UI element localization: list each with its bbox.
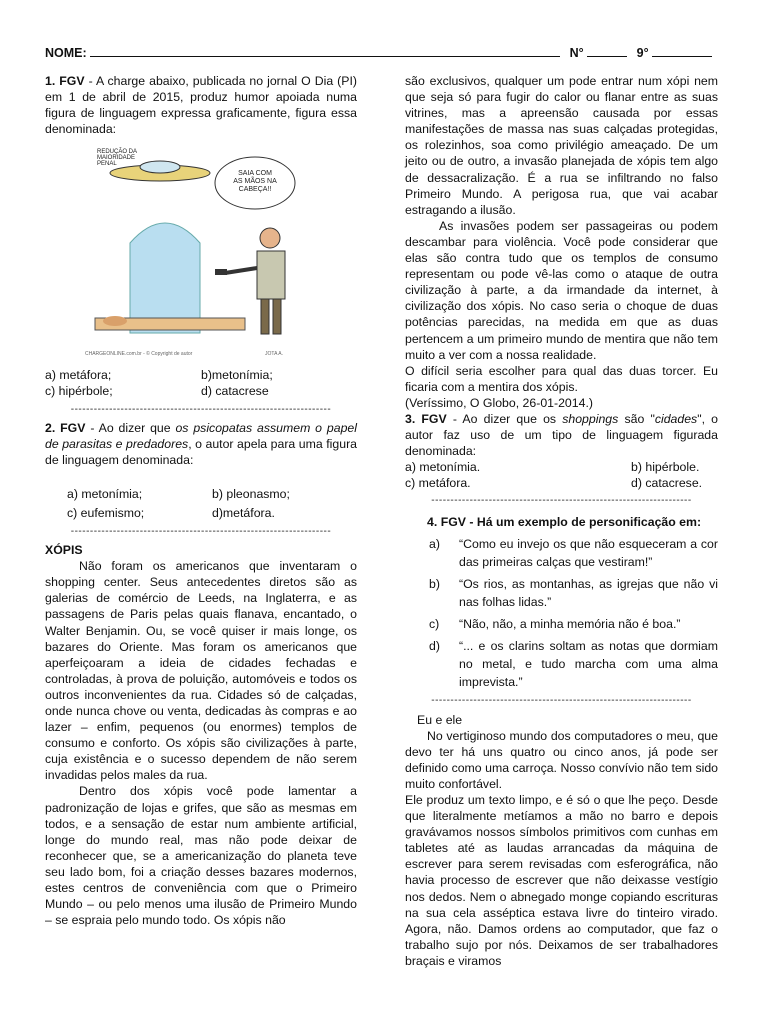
q4-options <box>429 535 718 691</box>
eu-e-ele-paragraph-1: No vertiginoso mundo dos computadores o meu, que devo ter há uns quatro ou cinco anos, já pode ser definido como uma carroça. Nosso convívio não tem sido muito confortável. <box>405 728 718 791</box>
q2-number: 2. <box>45 420 56 435</box>
q3-option-c[interactable]: c) metáfora. <box>405 476 471 491</box>
svg-text:CHARGEONLINE.com.br - © Copyri: CHARGEONLINE.com.br - © Copyright de autor <box>85 351 193 358</box>
q3-source: FGV <box>421 411 447 426</box>
nome-label: NOME: <box>45 46 87 60</box>
question-1 <box>45 73 357 137</box>
numero-label: N° <box>569 46 584 60</box>
nome-field[interactable] <box>90 44 560 57</box>
q1-option-d[interactable]: d) catacrese <box>201 384 269 399</box>
eu-e-ele-title: Eu e ele <box>417 712 463 727</box>
question-3 <box>405 411 718 459</box>
q3-option-a[interactable]: a) metonímia. <box>405 460 481 475</box>
q4-option-d-text: “... e os clarins soltam as notas que dormiam no metal, e tudo marcha com uma alma imprevista.” <box>459 638 718 689</box>
q3-options <box>405 459 718 491</box>
xopis-source: (Veríssimo, O Globo, 26-01-2014.) <box>405 395 593 410</box>
q4-text: - Há um exemplo de personificação em: <box>465 515 702 530</box>
q2-option-a[interactable]: a) metonímia; <box>67 486 143 501</box>
eu-e-ele-paragraph-2: Ele produz um texto limpo, e é só o que lhe peço. Desde que literalmente metíamos a mão no barro e depois gravávamos nossos símbolos primitivos com cunhas em tabletes até as laudas arrancadas da máquina de escrever para serem revisadas com esferográfica, não havia processo de escrever que não deixasse vestígio nos dedos. Nem o abnegado monge copiando escrituras na sua cela asséptica estava livre do tinteiro virado. Agora, não. Damos ordens ao computador, que faz o trabalho sujo por nós. Deixamos de ser trabalhadores braçais e viramos <box>405 793 718 968</box>
separator: -------------------------------------------------------------------- <box>431 495 692 507</box>
xopis-paragraph-2: Dentro dos xópis você pode lamentar a padronização de lojas e grifes, que são as mesmas em todos, e a sensação de estar num ambiente artificial, longe do mundo real, mas não pode deixar de reconhecer que, se a americanização do planeta teve seu lado bom, foi a criação desses bazares modernos, estes centros de conveniência com que o Primeiro Mundo – ou pelo menos uma ilusão de Primeiro Mundo – se espraia pelo mundo todo. Os xópis não <box>45 784 357 928</box>
student-header <box>45 44 725 64</box>
q1-option-b[interactable]: b)metonímia; <box>201 368 273 383</box>
xopis-paragraph-2-continued: são exclusivos, qualquer um pode entrar num xópi nem que seja só para fugir do calor ou flanar entre as suas vitrines, mas a apreensão causada por essas manifestações de massa nas suas calçadas protegidas, os rolezinhos, soa como privilégio ameaçado. De um jeito ou de outro, a invasão planejada de xópis tem algo de dessacralização. É a rua se infiltrando no falso Primeiro Mundo. A perigosa rua, que vai acabar estragando a ilusão. <box>405 74 718 217</box>
q4-option-c-text: “Não, não, a minha memória não é boa.” <box>459 616 681 631</box>
numero-field[interactable] <box>587 44 627 57</box>
q4-option-b[interactable] <box>429 575 718 611</box>
q4-option-b-text: “Os rios, as montanhas, as igrejas que não vi nas folhas lidas.” <box>459 576 718 609</box>
q2-text-after: , o autor apela para uma figura de linguagem denominada: <box>45 436 358 467</box>
q1-option-c[interactable]: c) hipérbole; <box>45 384 113 399</box>
q1-option-a[interactable]: a) metáfora; <box>45 368 112 383</box>
q3-text-after: ", o autor faz uso de um tipo de linguagem figurada denominada: <box>405 411 718 459</box>
separator: -------------------------------------------------------------------- <box>70 526 332 538</box>
q3-text-mid: são " <box>618 411 655 426</box>
right-column <box>405 73 718 969</box>
q2-text-italic: os psicopatas assumem o papel de parasitas e predadores <box>45 420 357 451</box>
question-4 <box>427 514 718 530</box>
q2-option-b[interactable]: b) pleonasmo; <box>212 486 290 501</box>
q3-text-italic-1: shoppings <box>562 411 619 426</box>
q2-text-before: - Ao dizer que <box>85 420 176 435</box>
q4-option-c-label: c) <box>429 616 440 631</box>
question-2 <box>45 420 357 468</box>
q3-text-before: - Ao dizer que os <box>446 411 563 426</box>
serie-label: 9° <box>636 46 649 60</box>
q4-option-a[interactable] <box>429 535 718 571</box>
q4-source: FGV <box>440 515 466 530</box>
xopis-paragraph-3: As invasões podem ser passageiras ou podem descambar para violência. Você pode considerar que elas são contra tudo que os templos de consumo representam ou pode vê-las como o ataque de outra civilização à parte, a da irmandade da internet, à civilização dos xópis. No caso seria o choque de duas potências parecidas, na medida em que as duas pertencem a um primeiro mundo de mentira que não tem muito a ver com a nossa realidade. <box>405 218 718 362</box>
xopis-title: XÓPIS <box>45 543 83 558</box>
separator: -------------------------------------------------------------------- <box>431 694 692 706</box>
left-column <box>45 73 357 928</box>
q1-options <box>45 367 357 399</box>
q4-option-c[interactable] <box>429 615 718 633</box>
svg-text:SAIA COMAS MÃOS NACABEÇA!!: SAIA COM AS MÃOS NA CABEÇA!! <box>233 170 277 194</box>
q3-option-b[interactable]: b) hipérbole. <box>631 460 700 475</box>
q3-option-d[interactable]: d) catacrese. <box>631 476 703 491</box>
xopis-paragraph-4: O difícil seria escolher para qual das duas torcer. Eu ficaria com a mentira dos xópis. <box>405 363 718 394</box>
q4-number: 4. <box>427 515 438 530</box>
q4-option-d-label: d) <box>429 638 440 653</box>
q4-option-b-label: b) <box>429 576 440 591</box>
q2-option-d[interactable]: d)metáfora. <box>212 505 275 520</box>
q1-text: - A charge abaixo, publicada no jornal O Dia (PI) em 1 de abril de 2015, produz humor apoiada numa figura de linguagem expressa graficamente, figura essa denominada: <box>45 74 357 137</box>
serie-field[interactable] <box>652 44 712 57</box>
q4-option-a-text: “Como eu invejo os que não esqueceram a cor das primeiras calças que vestiram!” <box>459 536 718 569</box>
q2-options <box>67 486 357 521</box>
q2-option-c[interactable]: c) eufemismo; <box>67 505 145 520</box>
cartoon-image <box>75 143 305 363</box>
separator: -------------------------------------------------------------------- <box>70 403 332 415</box>
xopis-paragraph-1: Não foram os americanos que inventaram o shopping center. Seus antecedentes diretos são as galerias de comércio de Leeds, na Inglaterra, e as passagens de Paris pelas quais flanava, encantado, o Walter Benjamin. Ou, se você quiser ir mais longe, os bazares do Oriente. Mas foram os americanos que aperfeiçoaram a ideia de cidades fechadas e controladas, à prova de poluição, automóveis e todos os outros inconvenientes da rua. Cidades só de calçadas, onde nunca chove ou venta, dedicadas às compras e ao lazer – enfim, pequenos (ou enormes) templos de consumo e conforto. Os xópis são civilizações à parte, cuja existência e o sucesso dependem de não serem invadidas pelos males da rua. <box>45 559 357 783</box>
q4-option-d[interactable] <box>429 637 718 691</box>
q1-source: FGV <box>59 74 85 88</box>
svg-text:REDUÇÃO DAMAIORIDADEPENAL: REDUÇÃO DA MAIORIDADE PENAL <box>97 149 138 168</box>
svg-text:JOTA A.: JOTA A. <box>265 351 283 358</box>
q3-text-italic-2: cidades <box>654 411 698 426</box>
q2-source: FGV <box>60 420 86 435</box>
q4-option-a-label: a) <box>429 536 440 551</box>
q1-number: 1. <box>45 74 56 88</box>
q3-number: 3. <box>405 411 416 426</box>
